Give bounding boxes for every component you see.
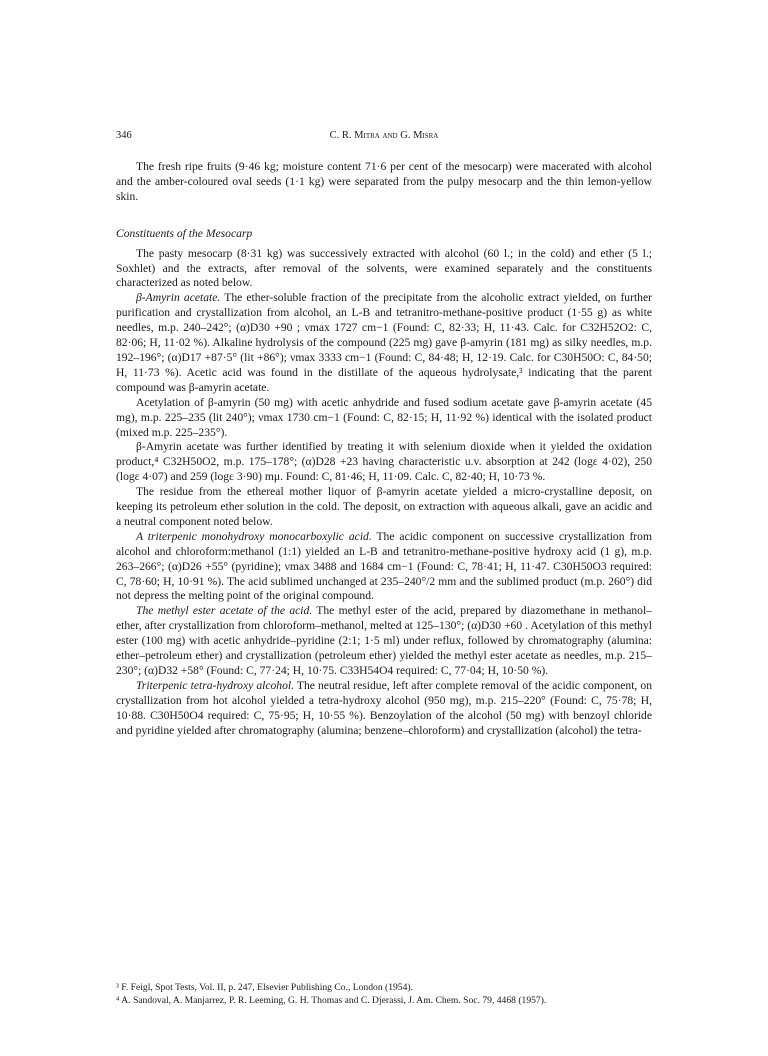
paragraph-text: The ether-soluble fraction of the precipitate from the alcoholic extract yielded, on further purification and crystallization from alcohol, an L-B and tetranitro-methane-positive product (1·55 g) as white needles, m.p. 240–242°; (α)D30 +90 ; νmax 1727 cm−1 (Found: C, 82·33; H, 11·43. Calc. for C32H52O2: C, 82·06; H, 11·02 %). Alkaline hydrolysis of the compound (225 mg) gave β-amyrin (181 mg) as silky needles, m.p. 192–196°; (α)D17 +87·5° (lit +86°); νmax 3333 cm−1 (Found: C, 84·48; H, 12·19. Calc. for C30H50O: C, 84·50; H, 11·73 %). Acetic acid was found in the distillate of the aqueous hydrolysate,³ indicating that the parent compound was β-amyrin acetate.	[116, 291, 652, 394]
paragraph-lead: A triterpenic monohydroxy monocarboxylic acid.	[136, 529, 372, 543]
paragraph	[116, 440, 652, 485]
paragraph-lead: β-Amyrin acetate.	[136, 291, 221, 305]
paragraph	[116, 679, 652, 739]
paragraph	[116, 530, 652, 605]
paragraph-text: The methyl ester of the acid, prepared by diazomethane in methanol–ether, after crystallization from chloroform–methanol, melted at 125–130°; (α)D30 +60 . Acetylation of this methyl ester (100 mg) with acetic anhydride–pyridine (2:1; 1·5 ml) under reflux, followed by chromatography (alumina: ether–petroleum ether) and crystallization (petroleum ether) yielded the methyl ester acetate as needles, m.p. 215–230°; (α)D32 +58° (Found: C, 77·24; H, 10·75. C33H54O4 required: C, 77·04; H, 10·50 %).	[116, 604, 652, 677]
footnote: ⁴ A. Sandoval, A. Manjarrez, P. R. Leeming, G. H. Thomas and C. Djerassi, J. Am. Chem. Soc. 79, 4468 (1957).	[116, 995, 547, 1006]
footnotes	[116, 982, 652, 1008]
paragraph	[116, 291, 652, 395]
page-number: 346	[116, 130, 132, 141]
paragraph-text: The acidic component on successive crystallization from alcohol and chloroform:methanol (1:1) yielded an L-B and tetranitro-methane-positive hydroxy acid (1 g), m.p. 263–266°; (α)D26 +55° (pyridine); νmax 3488 and 1684 cm−1 (Found: C, 78·41; H, 11·47. C30H50O3 required: C, 78·60; H, 10·91 %). The acid sublimed unchanged at 235–240°/2 mm and the sublimed product (m.p. 260°) did not depress the melting point of the original compound.	[116, 529, 652, 603]
section-heading: Constituents of the Mesocarp	[116, 226, 253, 240]
paragraph	[116, 604, 652, 679]
paragraph-text: Acetylation of β-amyrin (50 mg) with acetic anhydride and fused sodium acetate gave β-amyrin acetate (45 mg), m.p. 225–235 (lit 240°); νmax 1730 cm−1 (Found: C, 82·15; H, 11·92 %) identical with the isolated product (mixed m.p. 225–235°).	[116, 395, 652, 439]
paragraph-text: The neutral residue, left after complete removal of the acidic component, on crystallization from hot alcohol yielded a tetra-hydroxy alcohol (950 mg), m.p. 215–220° (Found: C, 75·78; H, 10·88. C30H50O4 required: C, 75·95; H, 10·55 %). Benzoylation of the alcohol (50 mg) with benzoyl chloride and pyridine yielded after chromatography (alumina; benzene–chloroform) and crystallization (alcohol) the tetra-	[116, 678, 652, 737]
paragraph	[116, 485, 652, 530]
intro-paragraph: The fresh ripe fruits (9·46 kg; moisture content 71·6 per cent of the mesocarp) were macerated with alcohol and the amber-coloured oval seeds (1·1 kg) were separated from the pulpy mesocarp and the thin lemon-yellow skin.	[116, 160, 652, 203]
footnote: ³ F. Feigl, Spot Tests, Vol. II, p. 247, Elsevier Publishing Co., London (1954).	[116, 982, 413, 993]
paragraph-text: β-Amyrin acetate was further identified by treating it with selenium dioxide when it yielded the oxidation product,⁴ C32H50O2, m.p. 175–178°; (α)D28 +23 having characteristic u.v. absorption at 242 (logε 4·02), 250 (logε 4·07) and 259 (logε 3·90) mμ. Found: C, 81·46; H, 11·09. Calc. C, 82·40; H, 10·73 %.	[116, 440, 652, 484]
paragraph	[116, 247, 652, 292]
paragraph	[116, 396, 652, 441]
paragraph-lead: Triterpenic tetra-hydroxy alcohol.	[136, 678, 295, 692]
paragraph-text: The residue from the ethereal mother liquor of β-amyrin acetate yielded a micro-crystalline deposit, on keeping its petroleum ether solution in the cold. The deposit, on extraction with aqueous alkali, gave an acidic and a neutral component noted below.	[116, 485, 652, 528]
page-header	[116, 130, 652, 146]
paragraph-lead: The methyl ester acetate of the acid.	[136, 604, 313, 618]
running-title: C. R. Mitra and G. Misra	[329, 130, 439, 141]
article-body	[116, 160, 652, 739]
paragraph-text: The pasty mesocarp (8·31 kg) was successively extracted with alcohol (60 l.; in the cold) and ether (5 l.; Soxhlet) and the extracts, after removal of the solvents, were examined separately and the constituents characterized as noted below.	[116, 246, 652, 290]
